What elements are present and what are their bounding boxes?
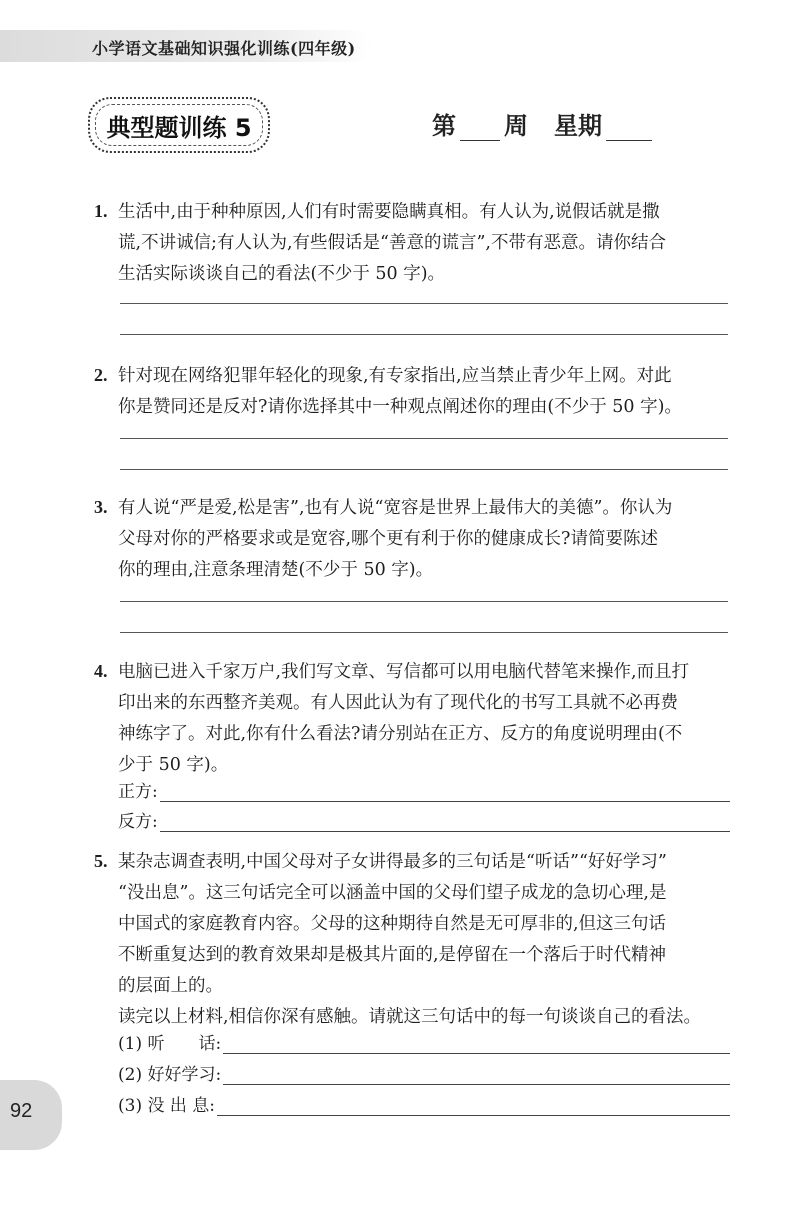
week-prefix: 第 bbox=[432, 112, 456, 140]
study-answer-line[interactable] bbox=[223, 1066, 730, 1085]
con-side-label: 反方: bbox=[118, 812, 158, 832]
hopeless-label: (3) 没 出 息: bbox=[118, 1096, 216, 1116]
answer-line[interactable] bbox=[120, 601, 728, 602]
answer-line[interactable] bbox=[120, 334, 728, 335]
question-2-line-2: 你是赞同还是反对?请你选择其中一种观点阐述你的理由(不少于 50 字)。 bbox=[118, 397, 682, 417]
question-1-line-1: 1. 生活中,由于种种原因,人们有时需要隐瞒真相。有人认为,说假话就是撒 bbox=[94, 196, 734, 228]
question-4 bbox=[94, 656, 734, 781]
section-badge bbox=[88, 97, 270, 153]
question-5-line-2: “没出息”。这三句话完全可以涵盖中国的父母们望子成龙的急切心理,是 bbox=[118, 883, 667, 903]
section-badge-label: 典型题训练 5 bbox=[95, 104, 263, 146]
question-5-line-3: 中国式的家庭教育内容。父母的这种期待自然是无可厚非的,但这三句话 bbox=[118, 914, 667, 934]
question-number: 5. bbox=[94, 851, 108, 871]
question-3-line-1: 3. 有人说“严是爱,松是害”,也有人说“宽容是世界上最伟大的美德”。你认为 bbox=[94, 492, 734, 524]
question-5-line-6: 读完以上材料,相信你深有感触。请就这三句话中的每一句谈谈自己的看法。 bbox=[118, 1007, 702, 1027]
question-5 bbox=[94, 846, 734, 1033]
question-number: 2. bbox=[94, 365, 108, 385]
pro-side-label: 正方: bbox=[118, 782, 158, 802]
listen-answer-line[interactable] bbox=[223, 1035, 730, 1054]
hopeless-field bbox=[118, 1092, 730, 1116]
listen-label: (1) 听 话: bbox=[118, 1034, 222, 1054]
question-4-line-2: 印出来的东西整齐美观。有人因此认为有了现代化的书写工具就不必再费 bbox=[118, 693, 678, 713]
answer-line[interactable] bbox=[120, 469, 728, 470]
answer-line[interactable] bbox=[120, 632, 728, 633]
book-title: 小学语文基础知识强化训练(四年级) bbox=[92, 39, 356, 58]
question-5-line-4: 不断重复达到的教育效果却是极其片面的,是停留在一个落后于时代精神 bbox=[118, 945, 667, 965]
question-1-line-3: 生活实际谈谈自己的看法(不少于 50 字)。 bbox=[118, 264, 446, 284]
weekday-word: 星期 bbox=[554, 112, 602, 140]
pro-side-field bbox=[118, 778, 730, 802]
question-4-line-3: 神练字了。对此,你有什么看法?请分别站在正方、反方的角度说明理由(不 bbox=[118, 724, 683, 744]
week-number-blank[interactable] bbox=[460, 112, 500, 141]
question-4-line-4: 少于 50 字)。 bbox=[118, 755, 229, 775]
week-date-line bbox=[432, 106, 656, 141]
question-number: 4. bbox=[94, 661, 108, 681]
week-word: 周 bbox=[504, 112, 528, 140]
question-2 bbox=[94, 360, 734, 423]
question-3-line-2: 父母对你的严格要求或是宽容,哪个更有利于你的健康成长?请简要陈述 bbox=[118, 529, 658, 549]
study-field bbox=[118, 1061, 730, 1085]
weekday-blank[interactable] bbox=[606, 112, 652, 141]
question-2-line-1: 2. 针对现在网络犯罪年轻化的现象,有专家指出,应当禁止青少年上网。对此 bbox=[94, 360, 734, 392]
con-side-field bbox=[118, 808, 730, 832]
question-5-line-5: 的层面上的。 bbox=[118, 976, 223, 996]
page-number: 92 bbox=[10, 1100, 33, 1122]
listen-field bbox=[118, 1030, 730, 1054]
hopeless-answer-line[interactable] bbox=[217, 1097, 730, 1116]
question-1-line-2: 谎,不讲诚信;有人认为,有些假话是“善意的谎言”,不带有恶意。请你结合 bbox=[118, 233, 666, 253]
question-5-line-1: 5. 某杂志调查表明,中国父母对子女讲得最多的三句话是“听话”“好好学习” bbox=[94, 846, 734, 878]
pro-side-answer-line[interactable] bbox=[160, 783, 730, 802]
question-1 bbox=[94, 196, 734, 290]
question-number: 1. bbox=[94, 201, 108, 221]
study-label: (2) 好好学习: bbox=[118, 1065, 222, 1085]
question-3-line-3: 你的理由,注意条理清楚(不少于 50 字)。 bbox=[118, 560, 434, 580]
answer-line[interactable] bbox=[120, 303, 728, 304]
question-3 bbox=[94, 492, 734, 586]
question-4-line-1: 4. 电脑已进入千家万户,我们写文章、写信都可以用电脑代替笔来操作,而且打 bbox=[94, 656, 734, 688]
question-number: 3. bbox=[94, 497, 108, 517]
con-side-answer-line[interactable] bbox=[160, 813, 730, 832]
answer-line[interactable] bbox=[120, 438, 728, 439]
